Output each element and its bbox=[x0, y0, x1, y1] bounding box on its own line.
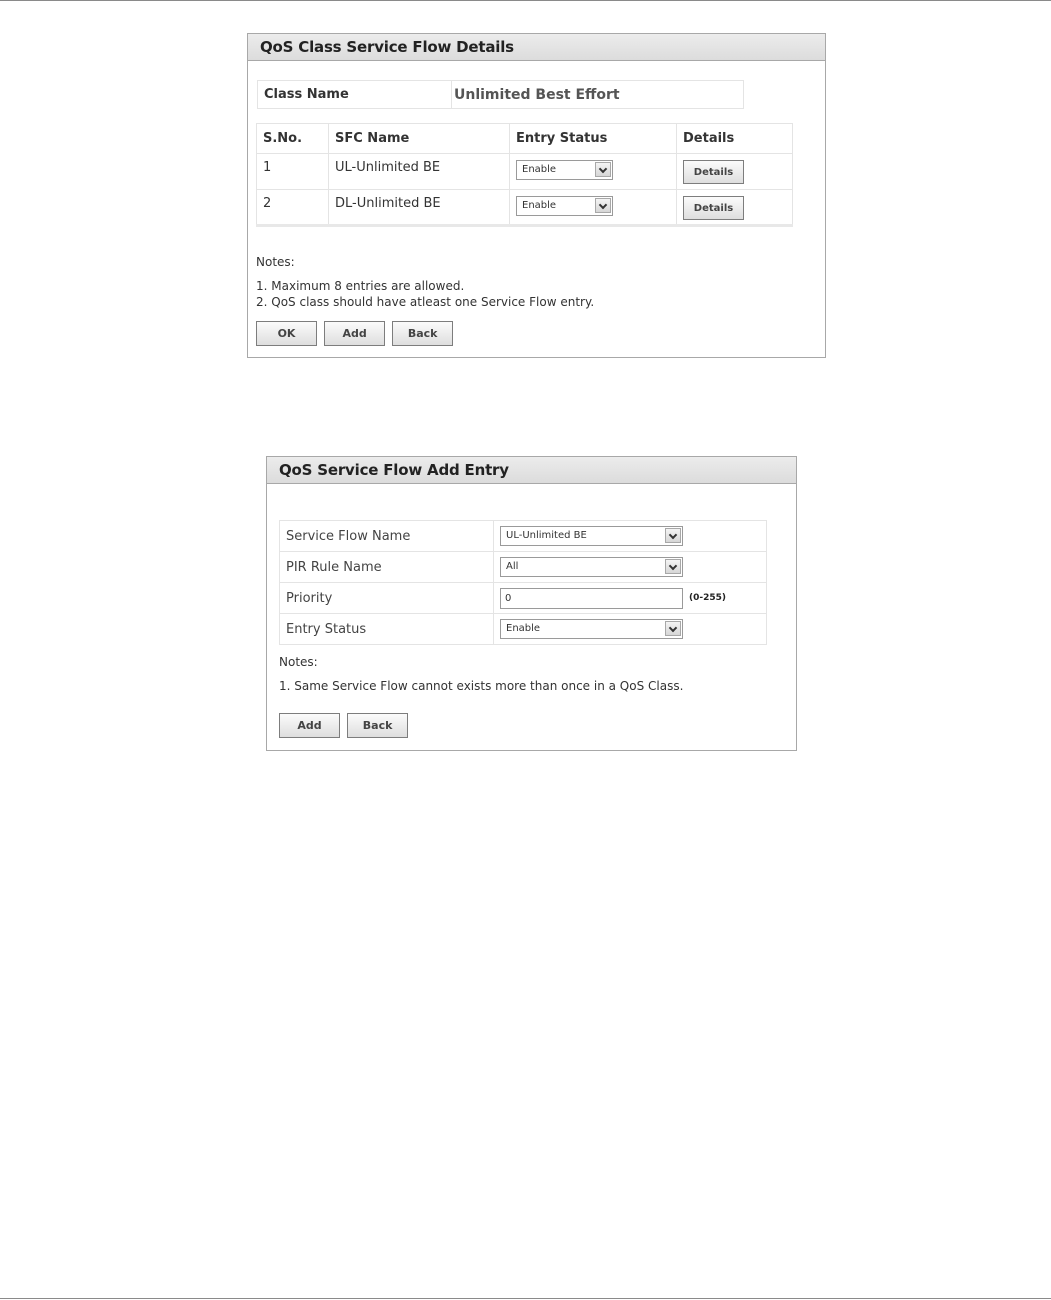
entry-status-label: Entry Status bbox=[280, 614, 494, 645]
notes-section bbox=[279, 655, 683, 694]
priority-label: Priority bbox=[280, 583, 494, 614]
note-line: 1. Same Service Flow cannot exists more than once in a QoS Class. bbox=[279, 679, 684, 693]
service-flow-table bbox=[256, 123, 793, 227]
chevron-down-icon[interactable] bbox=[595, 198, 611, 213]
row-details-cell bbox=[677, 154, 793, 190]
notes-title: Notes: bbox=[256, 255, 295, 269]
notes-title: Notes: bbox=[279, 655, 318, 669]
row-sfc-name: UL-Unlimited BE bbox=[329, 154, 510, 190]
priority-input[interactable]: 0 bbox=[500, 588, 683, 609]
row-details-cell bbox=[677, 190, 793, 226]
priority-cell bbox=[494, 583, 767, 614]
entry-status-select-value: Enable bbox=[522, 164, 557, 175]
header-entry-status: Entry Status bbox=[510, 124, 677, 154]
panel-title: QoS Class Service Flow Details bbox=[248, 34, 825, 61]
class-name-label: Class Name bbox=[264, 87, 349, 102]
page-top-rule bbox=[0, 0, 1051, 1]
row-entry-status-cell bbox=[510, 154, 677, 190]
service-flow-name-label: Service Flow Name bbox=[280, 521, 494, 552]
table-row bbox=[257, 190, 793, 226]
add-button[interactable]: Add bbox=[324, 321, 385, 346]
service-flow-name-select[interactable] bbox=[500, 526, 683, 546]
pir-rule-name-select-value: All bbox=[506, 561, 519, 572]
form-row-pir-rule-name bbox=[280, 552, 767, 583]
note-line: 2. QoS class should have atleast one Service Flow entry. bbox=[256, 295, 595, 309]
entry-status-select-value: Enable bbox=[522, 200, 557, 211]
details-button[interactable]: Details bbox=[683, 196, 744, 220]
entry-status-cell bbox=[494, 614, 767, 645]
note-line: 1. Maximum 8 entries are allowed. bbox=[256, 279, 465, 293]
pir-rule-name-label: PIR Rule Name bbox=[280, 552, 494, 583]
table-header-row bbox=[257, 124, 793, 154]
form-row-priority bbox=[280, 583, 767, 614]
panel-title: QoS Service Flow Add Entry bbox=[267, 457, 796, 484]
entry-status-select-value: Enable bbox=[506, 623, 541, 634]
ok-button[interactable]: OK bbox=[256, 321, 317, 346]
class-name-divider bbox=[451, 81, 452, 108]
notes-section bbox=[256, 255, 594, 310]
chevron-down-icon[interactable] bbox=[595, 162, 611, 177]
row-sno: 2 bbox=[257, 190, 329, 226]
service-flow-name-cell bbox=[494, 521, 767, 552]
entry-status-select[interactable] bbox=[516, 196, 613, 216]
row-sfc-name: DL-Unlimited BE bbox=[329, 190, 510, 226]
header-sno: S.No. bbox=[257, 124, 329, 154]
form-row-service-flow-name bbox=[280, 521, 767, 552]
entry-status-select[interactable] bbox=[500, 619, 683, 639]
chevron-down-icon[interactable] bbox=[665, 559, 681, 574]
service-flow-name-select-value: UL-Unlimited BE bbox=[506, 530, 587, 541]
add-button[interactable]: Add bbox=[279, 713, 340, 738]
row-entry-status-cell bbox=[510, 190, 677, 226]
class-name-row bbox=[257, 80, 744, 109]
entry-status-select[interactable] bbox=[516, 160, 613, 180]
table-row bbox=[257, 154, 793, 190]
header-sfc-name: SFC Name bbox=[329, 124, 510, 154]
class-name-value: Unlimited Best Effort bbox=[454, 87, 620, 103]
page-bottom-rule bbox=[0, 1298, 1051, 1299]
form-row-entry-status bbox=[280, 614, 767, 645]
priority-range-hint: (0-255) bbox=[689, 593, 727, 603]
row-sno: 1 bbox=[257, 154, 329, 190]
add-entry-form bbox=[279, 520, 767, 645]
back-button[interactable]: Back bbox=[347, 713, 408, 738]
back-button[interactable]: Back bbox=[392, 321, 453, 346]
chevron-down-icon[interactable] bbox=[665, 528, 681, 543]
qos-class-service-flow-details-panel bbox=[247, 33, 826, 358]
action-buttons bbox=[279, 713, 410, 738]
details-button[interactable]: Details bbox=[683, 160, 744, 184]
action-buttons bbox=[256, 321, 455, 346]
pir-rule-name-select[interactable] bbox=[500, 557, 683, 577]
header-details: Details bbox=[677, 124, 793, 154]
qos-service-flow-add-entry-panel bbox=[266, 456, 797, 751]
chevron-down-icon[interactable] bbox=[665, 621, 681, 636]
pir-rule-name-cell bbox=[494, 552, 767, 583]
